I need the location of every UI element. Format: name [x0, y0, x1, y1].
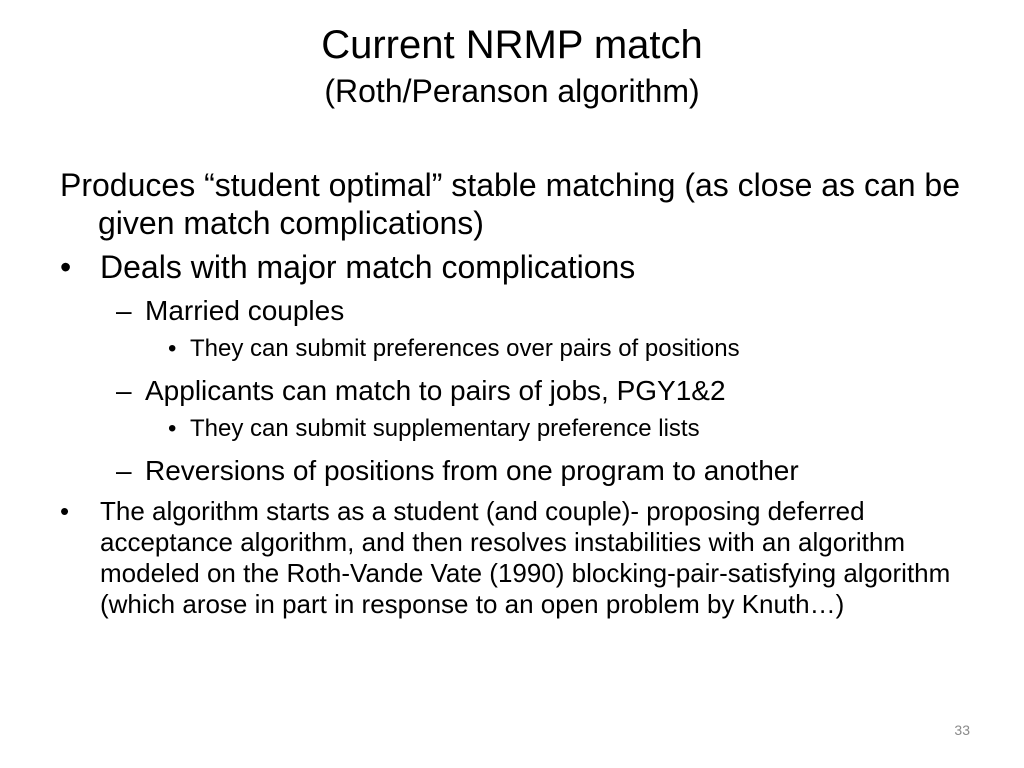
bullet-dot-icon: • [168, 415, 177, 442]
dash-icon: – [116, 375, 132, 406]
slide-body [60, 166, 960, 620]
slide-title-block [0, 20, 1024, 112]
bullet-dot-icon: • [60, 249, 72, 285]
sub-item [60, 294, 960, 328]
slide-number: 33 [954, 722, 970, 738]
bullet-text: The algorithm starts as a student (and couple)- proposing deferred acceptance algorithm, and then resolves instabilities with an algorithm modeled on the Roth-Vande Vate (1990) blocking-pair-satisfying algorithm (which arose in part in response to an open problem by Knuth…) [100, 496, 951, 619]
dash-icon: – [116, 455, 132, 486]
bullet-item [60, 496, 960, 620]
bullet-dot-icon: • [60, 496, 70, 526]
slide-subtitle: (Roth/Peranson algorithm) [324, 73, 700, 109]
sub-item-text: Reversions of positions from one program to another [145, 455, 799, 486]
dash-icon: – [116, 295, 132, 326]
sub-item-text: Married couples [145, 295, 345, 326]
bullet-item [60, 248, 960, 286]
sub-item-text: Applicants can match to pairs of jobs, PGY1&2 [145, 375, 726, 406]
detail-item [60, 414, 960, 444]
intro-paragraph: Produces “student optimal” stable matching (as close as can be given match complications) [60, 167, 961, 241]
sub-item [60, 374, 960, 408]
sub-item [60, 454, 960, 488]
slide-title: Current NRMP match [321, 23, 703, 67]
detail-text: They can submit supplementary preference lists [190, 415, 700, 442]
detail-item [60, 334, 960, 364]
bullet-dot-icon: • [168, 335, 177, 362]
bullet-text: Deals with major match complications [100, 249, 636, 285]
detail-text: They can submit preferences over pairs of positions [190, 335, 740, 362]
